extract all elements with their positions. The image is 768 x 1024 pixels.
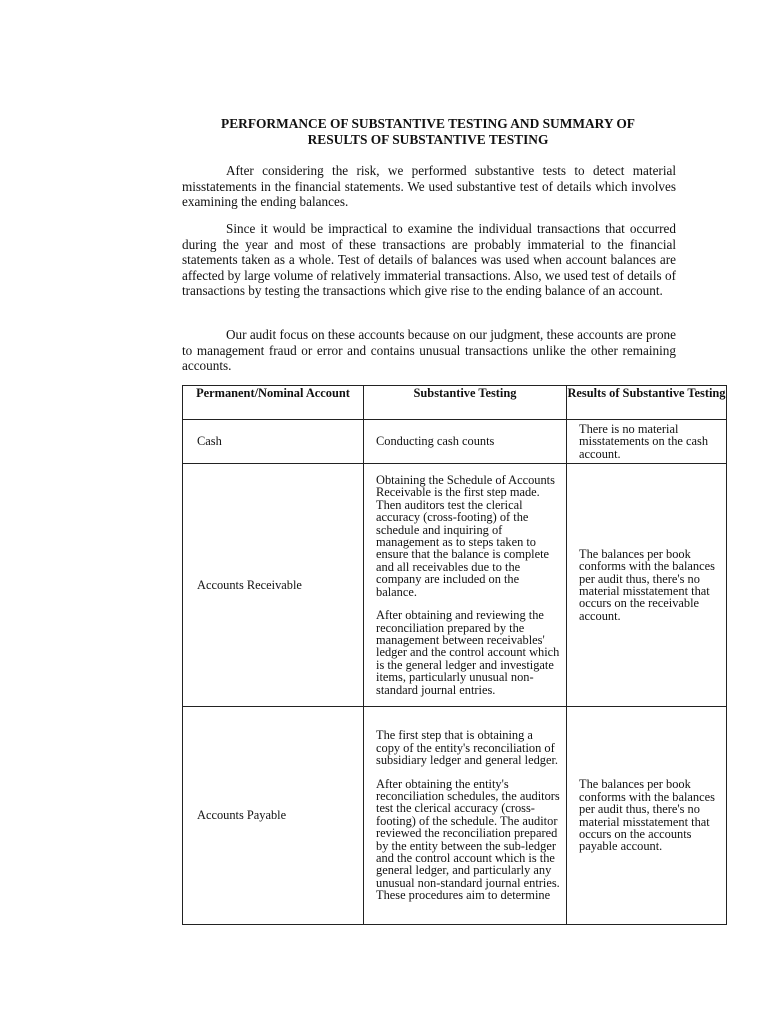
- testing-procedure: [364, 420, 567, 464]
- header-account: Permanent/Nominal Account: [183, 386, 364, 420]
- header-results: Results of Substantive Testing: [567, 386, 727, 420]
- testing-procedure: [364, 464, 567, 707]
- substantive-testing-table: [182, 385, 727, 925]
- account-name: Cash: [183, 420, 364, 464]
- testing-procedure: [364, 707, 567, 925]
- account-name: Accounts Receivable: [183, 464, 364, 707]
- table-row: [183, 464, 727, 707]
- procedure-text: Conducting cash counts: [376, 434, 495, 449]
- table-row: [183, 420, 727, 464]
- test-result: There is no material misstatements on the cash account.: [567, 420, 727, 464]
- procedure-text: After obtaining the entity's reconciliation schedules, the auditors test the clerical accuracy (cross-footing) of the schedule. The auditor reviewed the reconciliation prepared by the entity between the sub-ledger and the control account which is the general ledger, and particularly any unusual non-standard journal entries. These procedures aim to determine: [376, 776, 560, 903]
- procedure-text: The first step that is obtaining a copy of the entity's reconciliation of subsidiary ledger and general ledger.: [376, 728, 559, 768]
- header-testing: Substantive Testing: [364, 386, 567, 420]
- paragraph-3: Our audit focus on these accounts because on our judgment, these accounts are prone to management fraud or error and contains unusual transactions unlike the other remaining accounts.: [182, 327, 676, 373]
- paragraph-1: After considering the risk, we performed substantive tests to detect material misstatements in the financial statements. We used substantive test of details which involves examining the ending balances.: [182, 163, 676, 209]
- paragraph-2: Since it would be impractical to examine the individual transactions that occurred during the year and most of these transactions are probably immaterial to the financial statements taken as a whole. Test of details of balances was used when account balances are affected by large volume of relatively immaterial transactions. Also, we used test of details of transactions by testing the transactions which give rise to the ending balance of an account.: [182, 221, 676, 298]
- document-title: PERFORMANCE OF SUBSTANTIVE TESTING AND SUMMARY OF RESULTS OF SUBSTANTIVE TESTING: [221, 116, 635, 147]
- table-header-row: [183, 386, 727, 420]
- account-name: Accounts Payable: [183, 707, 364, 925]
- procedure-text: Obtaining the Schedule of Accounts Receivable is the first step made. Then auditors test the clerical accuracy (cross-footing) of the schedule and inquiring of management as to steps taken to ensure that the balance is complete and all receivables due to the company are included on the balance.: [376, 473, 555, 599]
- test-result: The balances per book conforms with the balances per audit thus, there's no material misstatement that occurs on the accounts payable account.: [567, 707, 727, 925]
- procedure-text: After obtaining and reviewing the reconciliation prepared by the management between receivables' ledger and the control account which is the general ledger and investigate items, particularly unusual non-standard journal entries.: [376, 608, 560, 697]
- test-result: The balances per book conforms with the balances per audit thus, there's no material misstatement that occurs on the receivable account.: [567, 464, 727, 707]
- table-row: [183, 707, 727, 925]
